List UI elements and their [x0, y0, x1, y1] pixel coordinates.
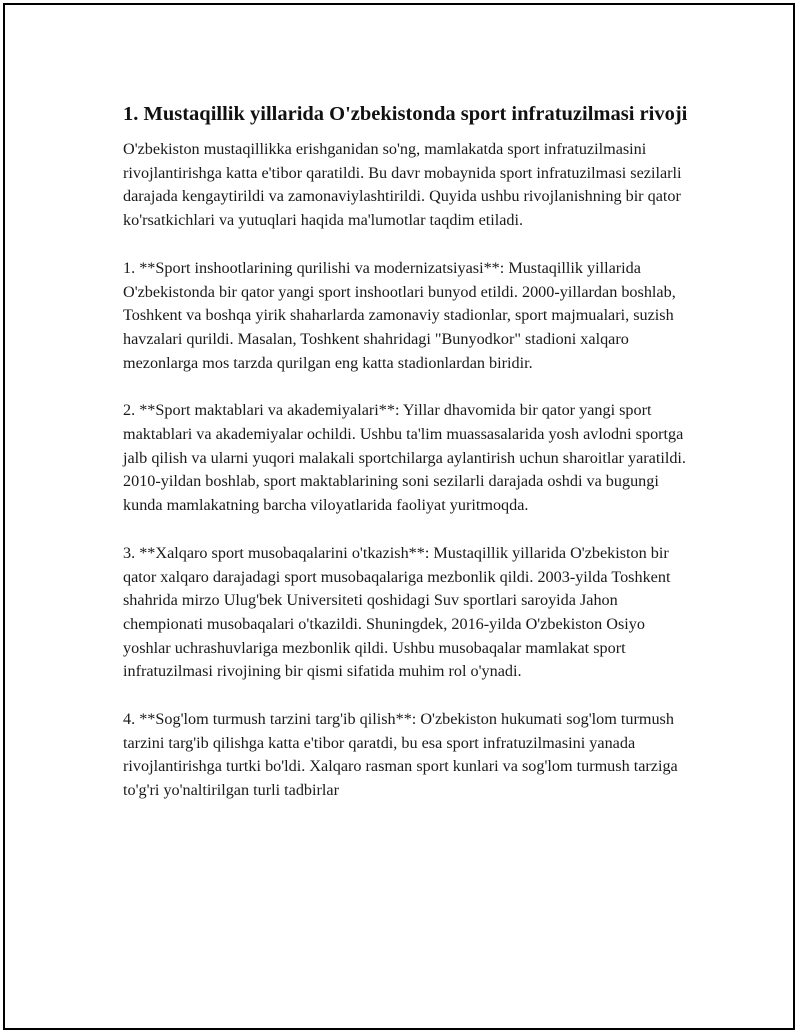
paragraph-international-competitions: 3. **Xalqaro sport musobaqalarini o'tkazish**: Mustaqillik yillarida O'zbekiston bir qator xalqaro darajadagi sport musobaqalariga mezbonlik qildi. 2003-yilda Toshkent shahrida mirzo Ulug'bek Universiteti qoshidagi Suv sportlari saroyida Jahon chempionati musobaqalari o'tkazildi. Shuningdek, 2016-yilda O'zbekiston Osiyo yoshlar uchrashuvlariga mezbonlik qildi. Ushbu musobaqalar mamlakat sport infratuzilmasi rivojining bir qismi sifatida muhim rol o'ynadi.	[123, 543, 671, 681]
paragraph-healthy-lifestyle: 4. **Sog'lom turmush tarzini targ'ib qilish**: O'zbekiston hukumati sog'lom turmush tarzini targ'ib qilishga katta e'tibor qaratdi, bu esa sport infratuzilmasini yanada rivojlantirishga turtki bo'ldi. Xalqaro rasman sport kunlari va sog'lom turmush tarziga to'g'ri yo'naltirilgan turli tadbirlar	[123, 710, 678, 800]
page-frame	[3, 3, 795, 1030]
paragraph-sport-facilities: 1. **Sport inshootlarining qurilishi va modernizatsiyasi**: Mustaqillik yillarida O'zbekistonda bir qator yangi sport inshootlari bunyod etildi. 2000-yillardan boshlab, Toshkent va boshqa yirik shaharlarda zamonaviy stadionlar, sport majmualari, suzish havzalari qurildi. Masalan, Toshkent shahridagi "Bunyodkor" stadioni xalqaro mezonlarga mos tarzda qurilgan eng katta stadionlardan biridir.	[123, 258, 676, 372]
paragraph-sport-schools: 2. **Sport maktablari va akademiyalari**: Yillar dhavomida bir qator yangi sport maktablari va akademiyalar ochildi. Ushbu ta'lim muassasalarida yosh avlodni sportga jalb qilish va ularni yuqori malakali sportchilarga aylantirish uchun sharoitlar yaratildi. 2010-yildan boshlab, sport maktablarining soni sezilarli darajada oshdi va bugungi kunda mamlakatning barcha viloyatlarida faoliyat yuritmoqda.	[123, 401, 686, 515]
document-body	[123, 101, 693, 827]
section-heading: 1. Mustaqillik yillarida O'zbekistonda sport infratuzilmasi rivoji	[123, 103, 688, 125]
intro-paragraph: O'zbekiston mustaqillikka erishganidan so'ng, mamlakatda sport infratuzilmasini rivojlantirishga katta e'tibor qaratildi. Bu davr mobaynida sport infratuzilmasi sezilarli darajada kengaytirildi va zamonaviylashtirildi. Quyida ushbu rivojlanishning bir qator ko'rsatkichlari va yutuqlari haqida ma'lumotlar taqdim etiladi.	[123, 140, 682, 230]
